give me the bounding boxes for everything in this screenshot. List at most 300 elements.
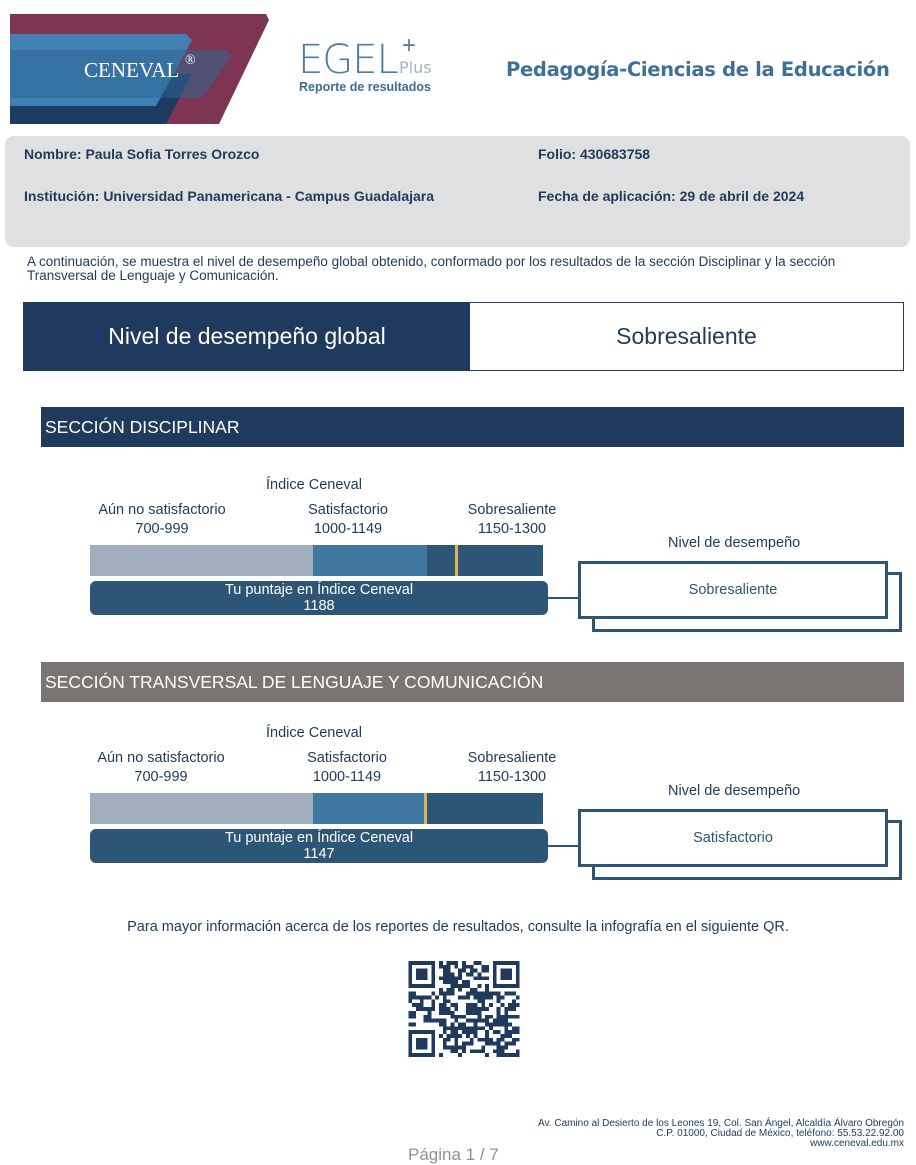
qr-module [497, 1022, 501, 1026]
qr-module [474, 1022, 478, 1026]
qr-module [481, 976, 485, 980]
qr-module [508, 1030, 512, 1034]
ceneval-logo [10, 14, 272, 124]
qr-module [512, 1053, 516, 1057]
qr-module [481, 999, 485, 1003]
qr-module [466, 1011, 470, 1015]
qr-module [447, 965, 451, 969]
qr-module [481, 969, 485, 973]
qr-module [466, 965, 470, 969]
qr-module [508, 1034, 512, 1038]
qr-module [504, 1022, 508, 1026]
qr-module [431, 992, 435, 996]
qr-module [447, 1034, 451, 1038]
qr-module [466, 992, 470, 996]
qr-module [516, 996, 520, 1000]
qr-module [489, 1015, 493, 1019]
qr-module [500, 996, 504, 1000]
qr-module [408, 1022, 412, 1026]
qr-module [435, 1019, 439, 1023]
qr-module [497, 1049, 501, 1053]
scale-title: Índice Ceneval [266, 725, 362, 741]
qr-module [439, 1003, 443, 1007]
qr-module [516, 1049, 520, 1053]
qr-module [443, 996, 447, 1000]
score-caption: Tu puntaje en Índice Ceneval [224, 830, 414, 846]
qr-module [439, 1034, 443, 1038]
qr-module [439, 992, 443, 996]
address-line-2: C.P. 01000, Ciudad de México, teléfono: 55.53.22.92.00 [656, 1128, 904, 1139]
qr-module [420, 999, 424, 1003]
qr-module [439, 1019, 443, 1023]
qr-module [447, 973, 451, 977]
global-performance-value: Sobresaliente [470, 303, 903, 370]
qr-module [439, 961, 443, 965]
qr-module [470, 1003, 474, 1007]
qr-module [443, 1026, 447, 1030]
band-label-sobresaliente [432, 501, 592, 539]
qr-module [447, 980, 451, 984]
qr-module [443, 973, 447, 977]
qr-module [504, 992, 508, 996]
qr-module [489, 1042, 493, 1046]
qr-module [481, 1003, 485, 1007]
qr-module [504, 1007, 508, 1011]
qr-module [489, 1022, 493, 1026]
qr-module [474, 992, 478, 996]
qr-module [451, 1034, 455, 1038]
qr-module [408, 999, 412, 1003]
qr-module [443, 1011, 447, 1015]
qr-module [516, 1053, 520, 1057]
qr-module [443, 1022, 447, 1026]
qr-module [420, 996, 424, 1000]
qr-module [512, 1038, 516, 1042]
qr-module [408, 996, 412, 1000]
qr-module [493, 1049, 497, 1053]
qr-module [466, 1003, 470, 1007]
qr-module [447, 1007, 451, 1011]
qr-module [462, 996, 466, 1000]
qr-module [462, 984, 466, 988]
score-value: 1147 [303, 846, 335, 862]
qr-module [512, 999, 516, 1003]
qr-module [493, 1042, 497, 1046]
qr-module [462, 1045, 466, 1049]
qr-module [508, 992, 512, 996]
qr-module [428, 1019, 432, 1023]
qr-module [485, 976, 489, 980]
band-label-sobresaliente [432, 749, 592, 787]
qr-module [474, 961, 478, 965]
egel-plus-logo [298, 32, 448, 98]
page-number: Página 1 / 7 [408, 1145, 499, 1164]
qr-module [451, 1045, 455, 1049]
qr-module [412, 1022, 416, 1026]
qr-module [443, 980, 447, 984]
qr-module [500, 1049, 504, 1053]
qr-module [447, 999, 451, 1003]
qr-module [431, 1019, 435, 1023]
qr-module [462, 1042, 466, 1046]
qr-module [454, 1045, 458, 1049]
qr-module [462, 1015, 466, 1019]
qr-module [512, 992, 516, 996]
qr-module [443, 1045, 447, 1049]
qr-module [497, 1011, 501, 1015]
qr-module [508, 1042, 512, 1046]
qr-module [481, 1019, 485, 1023]
qr-module [497, 1007, 501, 1011]
qr-module [481, 992, 485, 996]
score-pill [90, 829, 548, 863]
qr-module [443, 976, 447, 980]
qr-module [428, 1015, 432, 1019]
qr-module [451, 1003, 455, 1007]
qr-module [462, 969, 466, 973]
qr-module [512, 1042, 516, 1046]
product-name: EGEL [298, 37, 398, 83]
qr-module [443, 1030, 447, 1034]
qr-module [462, 1030, 466, 1034]
qr-module [428, 996, 432, 1000]
qr-module [504, 1053, 508, 1057]
qr-module [485, 1019, 489, 1023]
product-subtitle: Reporte de resultados [299, 80, 431, 94]
qr-module [466, 984, 470, 988]
qr-module [447, 961, 451, 965]
qr-module [477, 1038, 481, 1042]
qr-module [485, 996, 489, 1000]
qr-module [439, 1053, 443, 1057]
qr-module [412, 992, 416, 996]
qr-module [443, 999, 447, 1003]
qr-module [508, 1015, 512, 1019]
band-range: 1000-1149 [312, 769, 382, 785]
qr-module [451, 1030, 455, 1034]
qr-module [454, 1007, 458, 1011]
qr-module [474, 1034, 478, 1038]
band-range: 1150-1300 [477, 769, 547, 785]
qr-module [474, 996, 478, 1000]
qr-module [477, 961, 481, 965]
qr-module [451, 976, 455, 980]
band-segment-0 [90, 545, 313, 576]
score-marker [424, 793, 427, 824]
qr-module [489, 1003, 493, 1007]
qr-module [416, 996, 420, 1000]
qr-module [458, 996, 462, 1000]
qr-module [466, 1026, 470, 1030]
qr-module [451, 988, 455, 992]
qr-module [458, 984, 462, 988]
qr-module [454, 1015, 458, 1019]
qr-module [497, 1015, 501, 1019]
qr-module [497, 1019, 501, 1023]
qr-module [451, 1015, 455, 1019]
qr-module [512, 1030, 516, 1034]
qr-module [516, 1030, 520, 1034]
qr-module [424, 996, 428, 1000]
qr-module [500, 1038, 504, 1042]
qr-module [458, 973, 462, 977]
qr-module [458, 1034, 462, 1038]
qr-module [477, 1019, 481, 1023]
qr-module [477, 1007, 481, 1011]
qr-module [458, 1015, 462, 1019]
qr-module [443, 1019, 447, 1023]
qr-module [416, 1007, 420, 1011]
qr-module [516, 1015, 520, 1019]
application-date: Fecha de aplicación: 29 de abril de 2024 [538, 188, 805, 204]
score-scale-bar [90, 793, 543, 824]
qr-module [451, 1011, 455, 1015]
level-box: Satisfactorio [578, 809, 888, 867]
qr-module [462, 965, 466, 969]
qr-module [466, 973, 470, 977]
qr-module [485, 1022, 489, 1026]
qr-module [481, 1045, 485, 1049]
qr-module [443, 1038, 447, 1042]
connector-line [548, 845, 580, 847]
qr-module [466, 1030, 470, 1034]
qr-module [439, 965, 443, 969]
qr-module [477, 1049, 481, 1053]
qr-module [481, 965, 485, 969]
qr-finder-core [416, 969, 428, 981]
institution: Institución: Universidad Panamericana - Campus Guadalajara [24, 188, 435, 204]
qr-module [481, 996, 485, 1000]
student-info-panel [5, 136, 910, 247]
qr-module [481, 1049, 485, 1053]
qr-module [451, 961, 455, 965]
qr-module [439, 1007, 443, 1011]
qr-module [485, 969, 489, 973]
qr-module [477, 976, 481, 980]
section-header-disciplinar: SECCIÓN DISCIPLINAR [41, 407, 904, 447]
footer-address [538, 1119, 904, 1149]
band-label-satisfactorio [268, 501, 428, 539]
qr-module [489, 996, 493, 1000]
qr-finder-core [500, 969, 512, 981]
qr-module [512, 1026, 516, 1030]
intro-text: A continuación, se muestra el nivel de desempeño global obtenido, conformado por los resultados de la sección Disciplinar y la sección Transversal de Lenguaje y Comunicación. [27, 254, 836, 283]
qr-module [497, 1030, 501, 1034]
qr-module [408, 1015, 412, 1019]
qr-module [470, 965, 474, 969]
band-name: Aún no satisfactorio [97, 750, 225, 766]
qr-module [431, 1003, 435, 1007]
qr-module [439, 1011, 443, 1015]
qr-module [481, 1026, 485, 1030]
qr-module [454, 1030, 458, 1034]
qr-module [477, 1011, 481, 1015]
qr-module [500, 1019, 504, 1023]
score-marker [455, 545, 458, 576]
qr-module [485, 984, 489, 988]
qr-module [485, 1030, 489, 1034]
qr-module [485, 1053, 489, 1057]
qr-module [504, 1045, 508, 1049]
qr-module [466, 996, 470, 1000]
qr-module [470, 1011, 474, 1015]
qr-module [443, 1042, 447, 1046]
band-segment-2 [427, 545, 543, 576]
qr-module [447, 1011, 451, 1015]
qr-module [477, 1026, 481, 1030]
qr-module [454, 965, 458, 969]
qr-module [508, 1007, 512, 1011]
qr-module [431, 999, 435, 1003]
qr-module [474, 1003, 478, 1007]
qr-note: Para mayor información acerca de los reportes de resultados, consulte la infografía en el siguiente QR. [127, 919, 789, 935]
qr-module [500, 1034, 504, 1038]
qr-module [474, 1030, 478, 1034]
qr-module [466, 1042, 470, 1046]
qr-module [500, 1003, 504, 1007]
qr-module [454, 1034, 458, 1038]
band-name: Sobresaliente [467, 502, 557, 518]
qr-module [412, 1003, 416, 1007]
qr-module [466, 980, 470, 984]
band-range: 700-999 [135, 521, 189, 537]
qr-module [431, 1007, 435, 1011]
qr-module [424, 1007, 428, 1011]
qr-module [470, 969, 474, 973]
qr-module [454, 1049, 458, 1053]
qr-module [454, 961, 458, 965]
qr-module [451, 1026, 455, 1030]
qr-module [443, 969, 447, 973]
qr-module [439, 1022, 443, 1026]
qr-module [508, 1003, 512, 1007]
qr-module [489, 1026, 493, 1030]
qr-module [462, 1022, 466, 1026]
qr-module [470, 1030, 474, 1034]
qr-module [454, 1042, 458, 1046]
qr-module [466, 1007, 470, 1011]
address-line-1: Av. Camino al Desierto de los Leones 19, Col. San Ángel, Alcaldía Álvaro Obregón [538, 1118, 904, 1129]
qr-module [428, 1011, 432, 1015]
qr-module [497, 1042, 501, 1046]
qr-module [462, 980, 466, 984]
qr-module [497, 1053, 501, 1057]
qr-module [481, 1038, 485, 1042]
folio: Folio: 430683758 [538, 146, 651, 162]
qr-module [477, 1015, 481, 1019]
qr-module [458, 988, 462, 992]
qr-module [458, 969, 462, 973]
qr-module [412, 1011, 416, 1015]
website-link[interactable]: www.ceneval.edu.mx [810, 1138, 904, 1149]
qr-module [454, 1038, 458, 1042]
score-pill [90, 581, 548, 615]
band-segment-2 [427, 793, 543, 824]
qr-module [470, 1019, 474, 1023]
qr-module [512, 1015, 516, 1019]
qr-module [443, 992, 447, 996]
qr-module [493, 1030, 497, 1034]
qr-module [504, 1042, 508, 1046]
qr-module [485, 988, 489, 992]
qr-module [497, 999, 501, 1003]
qr-module [497, 992, 501, 996]
qr-module [493, 1022, 497, 1026]
qr-module [454, 984, 458, 988]
qr-module [477, 992, 481, 996]
qr-module [500, 1053, 504, 1057]
product-plus-label: Plus [399, 58, 432, 77]
band-segment-0 [90, 793, 313, 824]
score-scale-bar [90, 545, 543, 576]
qr-module [497, 996, 501, 1000]
qr-module [462, 961, 466, 965]
band-range: 1150-1300 [477, 521, 547, 537]
qr-module [504, 1030, 508, 1034]
qr-module [447, 992, 451, 996]
logo-text: CENEVAL [84, 58, 180, 82]
qr-module [500, 1015, 504, 1019]
plus-icon: + [402, 32, 417, 59]
qr-module [447, 976, 451, 980]
qr-module [451, 1022, 455, 1026]
qr-module [443, 965, 447, 969]
qr-module [470, 1042, 474, 1046]
qr-module [454, 1026, 458, 1030]
qr-module [454, 976, 458, 980]
qr-module [474, 1026, 478, 1030]
qr-module [435, 996, 439, 1000]
qr-module [447, 988, 451, 992]
qr-module [470, 1038, 474, 1042]
qr-code-icon[interactable] [408, 961, 520, 1057]
qr-module [458, 1026, 462, 1030]
qr-module [466, 1019, 470, 1023]
band-label-aun-no-satisfactorio [81, 749, 241, 787]
qr-module [516, 1038, 520, 1042]
qr-module [462, 1026, 466, 1030]
qr-module [497, 1038, 501, 1042]
qr-module [470, 1049, 474, 1053]
qr-module [443, 1007, 447, 1011]
qr-module [439, 976, 443, 980]
qr-module [512, 1003, 516, 1007]
qr-module [477, 999, 481, 1003]
qr-module [454, 1019, 458, 1023]
qr-module [424, 1015, 428, 1019]
qr-module [454, 980, 458, 984]
qr-module [504, 1019, 508, 1023]
scale-disciplinar [0, 477, 916, 657]
qr-module [500, 1045, 504, 1049]
qr-module [447, 1026, 451, 1030]
registered-mark: ® [185, 53, 196, 68]
qr-module [470, 1007, 474, 1011]
exam-title: Pedagogía-Ciencias de la Educación [506, 58, 890, 81]
level-caption: Nivel de desempeño [668, 783, 801, 799]
qr-module [485, 1015, 489, 1019]
qr-module [458, 1045, 462, 1049]
qr-module [451, 980, 455, 984]
qr-module [474, 1019, 478, 1023]
qr-module [451, 984, 455, 988]
qr-module [451, 992, 455, 996]
qr-module [481, 1007, 485, 1011]
qr-module [451, 1049, 455, 1053]
qr-module [485, 1038, 489, 1042]
level-caption: Nivel de desempeño [668, 535, 801, 551]
qr-module [504, 1034, 508, 1038]
